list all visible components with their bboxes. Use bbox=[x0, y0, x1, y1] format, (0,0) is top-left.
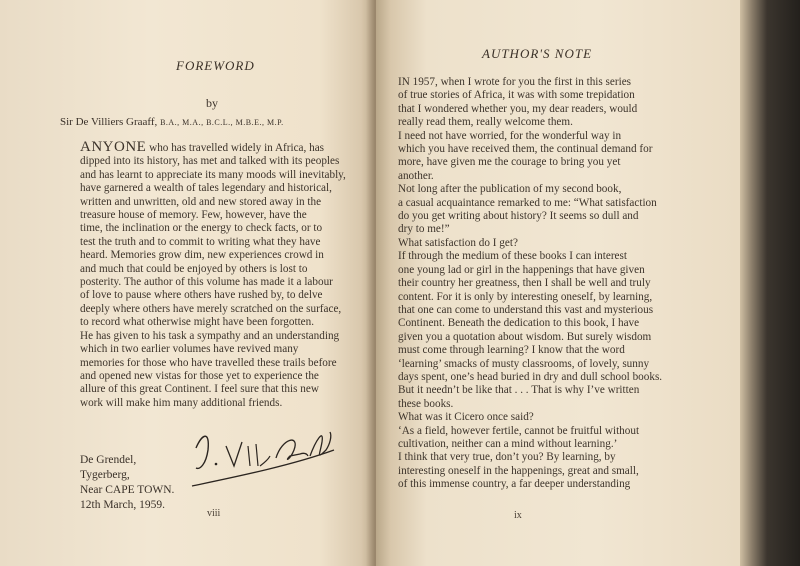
note-line: But it needn’t be like that . . . That is why I’ve written bbox=[398, 384, 640, 397]
foreword-line: ANYONE who has travelled widely in Africa, has bbox=[80, 139, 325, 155]
note-line: IN 1957, when I wrote for you the first in this series bbox=[398, 76, 632, 88]
foreword-line: He has given to his task a sympathy and an understanding bbox=[80, 329, 340, 342]
left-page-number: viii bbox=[207, 508, 221, 519]
note-line: ‘learning’ smacks of musty classrooms, of lovely, sunny bbox=[398, 357, 650, 370]
note-line: What satisfaction do I get? bbox=[398, 236, 518, 249]
right-page-number: ix bbox=[514, 510, 522, 521]
note-line: given you a quotation about wisdom. But surely wisdom bbox=[398, 330, 652, 343]
note-line: of true stories of Africa, it was with some trepidation bbox=[398, 89, 635, 102]
note-line: these books. bbox=[398, 397, 454, 410]
note-line: more, have given me the courage to bring you yet bbox=[398, 156, 621, 169]
page-edge-shadow bbox=[740, 0, 800, 566]
foreword-body bbox=[80, 141, 370, 410]
foreword-line: dipped into its history, has met and talked with its peoples bbox=[80, 155, 340, 168]
handwritten-signature bbox=[190, 420, 340, 490]
note-line: ‘As a field, however fertile, cannot be fruitful without bbox=[398, 424, 640, 437]
left-page bbox=[0, 0, 376, 566]
note-line: that one can come to understand this vast and mysterious bbox=[398, 303, 654, 316]
note-line: Continent. Beneath the dedication to this book, I have bbox=[398, 317, 640, 330]
place-line: 12th March, 1959. bbox=[80, 499, 165, 511]
right-page bbox=[376, 0, 740, 566]
author-qualifications: B.A., M.A., B.C.L., M.B.E., M.P. bbox=[160, 118, 284, 127]
foreword-line: have garnered a wealth of tales legendary and historical, bbox=[80, 182, 332, 195]
note-line: another. bbox=[398, 169, 434, 182]
note-line: I need not have worried, for the wonderful way in bbox=[398, 129, 622, 142]
foreword-line: and much that could be enjoyed by others is lost to bbox=[80, 262, 308, 275]
note-line: content. For it is only by interesting oneself, by learning, bbox=[398, 290, 653, 303]
note-line: days spent, one’s head buried in dry and dull school books. bbox=[398, 370, 663, 383]
foreword-line: heard. Memories grow dim, new experiences crowd in bbox=[80, 249, 324, 262]
by-label: by bbox=[206, 96, 218, 110]
note-line: which you have received them, the continual demand for bbox=[398, 143, 653, 156]
note-line: dry to me!” bbox=[398, 223, 450, 236]
note-line: one young lad or girl in the happenings that have given bbox=[398, 263, 645, 276]
foreword-line: work will make him many additional friends. bbox=[80, 396, 283, 409]
note-line: interesting oneself in the happenings, great and small, bbox=[398, 464, 639, 477]
note-line: Not long after the publication of my second book, bbox=[398, 183, 622, 196]
note-line: do you get writing about history? It seems so dull and bbox=[398, 210, 639, 223]
place-line: Tygerberg, bbox=[80, 469, 130, 481]
note-line: I think that very true, don’t you? By learning, by bbox=[398, 451, 616, 464]
author-name: Sir De Villiers Graaff, bbox=[60, 116, 158, 128]
foreword-line: and opened new vistas for those yet to experience the bbox=[80, 369, 319, 382]
note-line: What was it Cicero once said? bbox=[398, 411, 534, 424]
foreword-line: memories for those who have travelled these trails before bbox=[80, 356, 337, 369]
note-line: that I wondered whether you, my dear readers, would bbox=[398, 102, 638, 115]
note-line: their country her greatness, then I shall be well and truly bbox=[398, 277, 651, 290]
foreword-title: FOREWORD bbox=[176, 58, 255, 73]
foreword-line: time, the inclination or the energy to check facts, or to bbox=[80, 222, 323, 235]
foreword-place-date bbox=[80, 453, 174, 513]
foreword-author bbox=[60, 116, 284, 128]
note-line: must come through learning? I know that the word bbox=[398, 344, 625, 357]
foreword-line: which in two earlier volumes have revived many bbox=[80, 343, 299, 356]
author-note-body bbox=[398, 76, 718, 492]
foreword-line: test the truth and to commit to writing what they have bbox=[80, 235, 321, 248]
note-line: cultivation, neither can a mind without learning.’ bbox=[398, 437, 618, 450]
foreword-line: written and unwritten, old and new stored away in the bbox=[80, 195, 322, 208]
foreword-line: of love to pause where others have rushed by, to delve bbox=[80, 289, 323, 302]
note-line: If through the medium of these books I can interest bbox=[398, 250, 627, 263]
foreword-line: posterity. The author of this volume has made it a labour bbox=[80, 276, 333, 289]
foreword-line: deeply where others have merely scratched on the surface, bbox=[80, 302, 342, 315]
foreword-line: to record what otherwise might have been forgotten. bbox=[80, 316, 315, 329]
note-line: of this immense country, a far deeper understanding bbox=[398, 478, 631, 491]
note-line: really read them, really welcome them. bbox=[398, 116, 573, 129]
note-line: a casual acquaintance remarked to me: “What satisfaction bbox=[398, 196, 657, 209]
foreword-line: allure of this great Continent. I feel sure that this new bbox=[80, 383, 319, 396]
author-note-title: AUTHOR'S NOTE bbox=[482, 46, 593, 61]
place-line: De Grendel, bbox=[80, 454, 137, 466]
foreword-first-word: ANYONE bbox=[80, 139, 147, 155]
foreword-line: and has learnt to appreciate its many moods will inevitably, bbox=[80, 168, 346, 181]
place-line: Near CAPE TOWN. bbox=[80, 484, 175, 496]
foreword-line: treasure house of memory. Few, however, have the bbox=[80, 209, 307, 222]
